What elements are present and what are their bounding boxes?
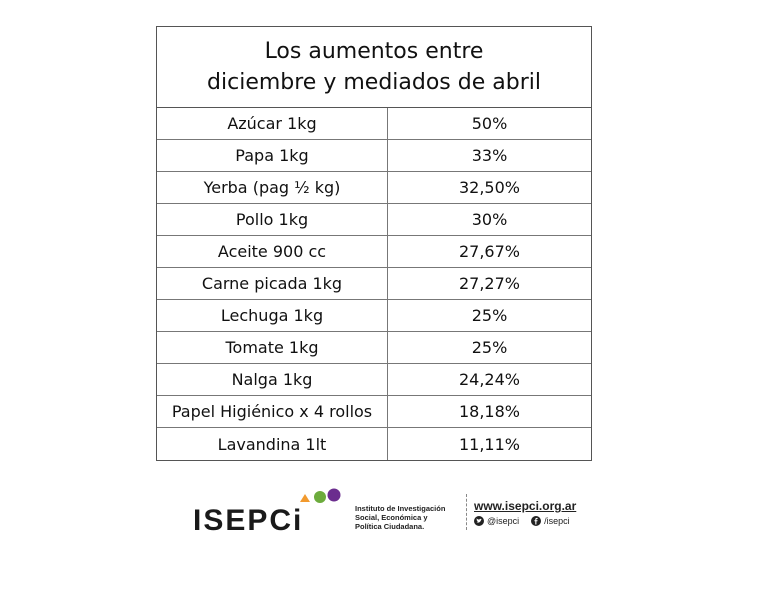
twitter-handle: @isepci bbox=[487, 516, 520, 526]
percent-cell: 50% bbox=[471, 114, 508, 133]
price-increase-table bbox=[156, 26, 592, 461]
facebook-handle: /isepci bbox=[544, 516, 570, 526]
item-cell: Lechuga 1kg bbox=[157, 300, 388, 331]
item-cell: Pollo 1kg bbox=[157, 204, 388, 235]
logo-purple-dot bbox=[328, 489, 341, 502]
percent-cell: 25% bbox=[471, 338, 508, 357]
table-row bbox=[157, 204, 591, 236]
table-row bbox=[157, 268, 591, 300]
item-cell: Lavandina 1lt bbox=[157, 428, 388, 460]
twitter-icon bbox=[474, 516, 484, 526]
facebook-icon bbox=[531, 516, 541, 526]
social-links bbox=[474, 516, 582, 526]
logo-orange-triangle bbox=[300, 494, 310, 502]
item-cell: Azúcar 1kg bbox=[157, 108, 388, 139]
item-cell: Yerba (pag ½ kg) bbox=[157, 172, 388, 203]
twitter-link[interactable] bbox=[474, 516, 519, 526]
isepci-logo: ISEPCi bbox=[193, 504, 304, 537]
logo-dots-icon bbox=[294, 488, 342, 508]
institute-line1: Instituto de Investigación bbox=[355, 504, 446, 513]
footer-divider bbox=[466, 494, 467, 530]
table-row bbox=[157, 140, 591, 172]
table-title-line2: diciembre y mediados de abril bbox=[207, 70, 541, 95]
item-cell: Nalga 1kg bbox=[157, 364, 388, 395]
percent-cell: 25% bbox=[471, 306, 508, 325]
percent-cell: 18,18% bbox=[458, 402, 520, 421]
item-cell: Tomate 1kg bbox=[157, 332, 388, 363]
logo-green-dot bbox=[314, 491, 326, 503]
table-row bbox=[157, 428, 591, 460]
item-cell: Carne picada 1kg bbox=[157, 268, 388, 299]
table-row bbox=[157, 332, 591, 364]
table-row bbox=[157, 364, 591, 396]
table-row bbox=[157, 108, 591, 140]
table-row bbox=[157, 236, 591, 268]
percent-cell: 33% bbox=[471, 146, 508, 165]
percent-cell: 24,24% bbox=[458, 370, 520, 389]
item-cell: Papel Higiénico x 4 rollos bbox=[157, 396, 388, 427]
table-row bbox=[157, 396, 591, 428]
institute-line3: Política Ciudadana. bbox=[355, 522, 425, 531]
item-cell: Aceite 900 cc bbox=[157, 236, 388, 267]
table-row bbox=[157, 300, 591, 332]
table-title-line1: Los aumentos entre bbox=[264, 39, 484, 64]
table-row bbox=[157, 172, 591, 204]
facebook-link[interactable] bbox=[531, 516, 570, 526]
percent-cell: 11,11% bbox=[458, 434, 520, 454]
website-link[interactable]: www.isepci.org.ar bbox=[474, 499, 577, 513]
percent-cell: 27,67% bbox=[458, 242, 520, 261]
institute-line2: Social, Económica y bbox=[355, 513, 428, 522]
table-body bbox=[157, 108, 591, 460]
percent-cell: 30% bbox=[471, 210, 508, 229]
percent-cell: 27,27% bbox=[458, 274, 520, 293]
table-title bbox=[157, 27, 591, 108]
item-cell: Papa 1kg bbox=[157, 140, 388, 171]
institute-name bbox=[355, 504, 445, 531]
percent-cell: 32,50% bbox=[458, 178, 520, 197]
footer bbox=[190, 488, 590, 536]
